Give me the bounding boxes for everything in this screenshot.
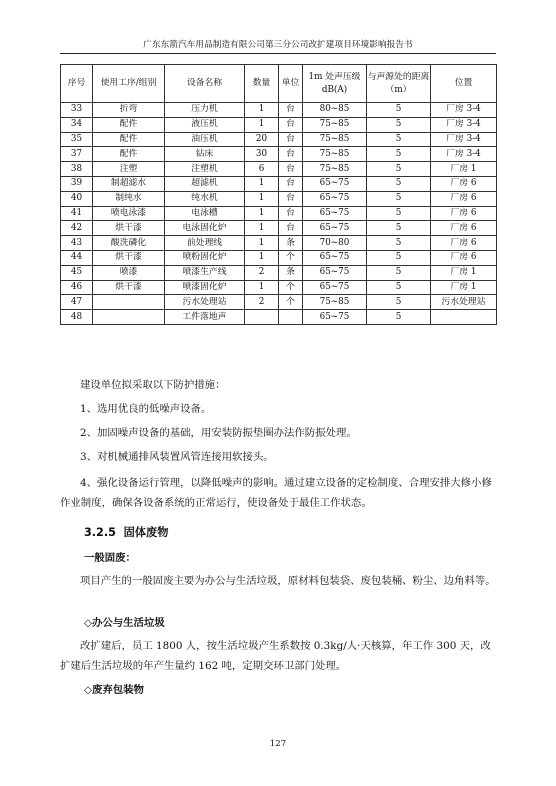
table-body bbox=[61, 103, 497, 325]
measure-item-2: 2、加固噪声设备的基础，用安装防振垫圈办法作防振处理。 bbox=[80, 427, 357, 439]
cell-index: 33 bbox=[61, 103, 93, 118]
cell-process: 制超滤水 bbox=[93, 176, 165, 191]
cell-sound-level: 80~85 bbox=[303, 103, 367, 118]
cell-location: 厂房 3-4 bbox=[431, 147, 497, 162]
cell-sound-level: 75~85 bbox=[303, 147, 367, 162]
measure-item-1: 1、选用优良的低噪声设备。 bbox=[80, 403, 212, 415]
cell-quantity: 2 bbox=[245, 295, 279, 310]
col-header-distance: 与声源处的距离（m） bbox=[367, 65, 431, 103]
cell-distance: 5 bbox=[367, 147, 431, 162]
cell-distance: 5 bbox=[367, 250, 431, 265]
cell-location: 厂房 3-4 bbox=[431, 132, 497, 147]
cell-process: 喷漆 bbox=[93, 265, 165, 280]
cell-location: 厂房 6 bbox=[431, 206, 497, 221]
cell-index: 43 bbox=[61, 236, 93, 251]
col-header-process: 使用工序/组别 bbox=[93, 65, 165, 103]
cell-index: 39 bbox=[61, 176, 93, 191]
cell-equipment: 注塑机 bbox=[165, 162, 245, 177]
cell-unit: 台 bbox=[279, 221, 303, 236]
cell-sound-level: 65~75 bbox=[303, 176, 367, 191]
cell-sound-level: 65~75 bbox=[303, 280, 367, 295]
cell-quantity: 1 bbox=[245, 117, 279, 132]
cell-equipment: 超滤机 bbox=[165, 176, 245, 191]
cell-sound-level: 70~80 bbox=[303, 236, 367, 251]
cell-quantity: 30 bbox=[245, 147, 279, 162]
cell-sound-level: 65~75 bbox=[303, 206, 367, 221]
cell-location: 厂房 3-4 bbox=[431, 117, 497, 132]
cell-location bbox=[431, 310, 497, 325]
cell-location: 污水处理站 bbox=[431, 295, 497, 310]
section-heading bbox=[84, 524, 168, 540]
cell-sound-level: 65~75 bbox=[303, 191, 367, 206]
cell-index: 40 bbox=[61, 191, 93, 206]
table-row bbox=[61, 117, 497, 132]
cell-quantity: 1 bbox=[245, 280, 279, 295]
cell-distance: 5 bbox=[367, 117, 431, 132]
cell-index: 45 bbox=[61, 265, 93, 280]
section-number: 3.2.5 bbox=[84, 526, 116, 539]
col-header-sound-level: 1m 处声压级 dB(A) bbox=[303, 65, 367, 103]
cell-unit: 台 bbox=[279, 117, 303, 132]
measures-intro: 建设单位拟采取以下防护措施： bbox=[80, 379, 226, 391]
cell-equipment: 液压机 bbox=[165, 117, 245, 132]
cell-equipment: 压力机 bbox=[165, 103, 245, 118]
col-header-location: 位置 bbox=[431, 65, 497, 103]
page-number: 127 bbox=[269, 739, 287, 749]
cell-sound-level: 65~75 bbox=[303, 250, 367, 265]
cell-quantity: 1 bbox=[245, 206, 279, 221]
noise-equipment-table bbox=[60, 64, 497, 325]
col-header-quantity: 数量 bbox=[245, 65, 279, 103]
general-waste-wrap bbox=[60, 571, 496, 591]
table-header-row bbox=[61, 65, 497, 103]
cell-equipment: 工件落地声 bbox=[165, 310, 245, 325]
cell-unit: 台 bbox=[279, 103, 303, 118]
measure-item-3: 3、对机械通排风装置风管连接用软接头。 bbox=[80, 451, 274, 463]
cell-quantity: 1 bbox=[245, 176, 279, 191]
measure-item-4: 4、强化设备运行管理，以降低噪声的影响。通过建立设备的定检制度、合理安排大修小修作业制度，确保各设备系统的正常运行，使设备处于最佳工作状态。 bbox=[60, 477, 492, 509]
cell-equipment: 纯水机 bbox=[165, 191, 245, 206]
measure-item-2-wrap bbox=[60, 426, 496, 440]
cell-location: 厂房 6 bbox=[431, 191, 497, 206]
table-row bbox=[61, 295, 497, 310]
cell-sound-level: 75~85 bbox=[303, 117, 367, 132]
cell-quantity: 1 bbox=[245, 191, 279, 206]
cell-process: 配件 bbox=[93, 147, 165, 162]
cell-process: 喷电泳漆 bbox=[93, 206, 165, 221]
table-row bbox=[61, 176, 497, 191]
cell-distance: 5 bbox=[367, 295, 431, 310]
general-waste-heading: 一般固废： bbox=[84, 552, 136, 564]
cell-unit: 台 bbox=[279, 191, 303, 206]
cell-location: 厂房 6 bbox=[431, 176, 497, 191]
cell-process: 制纯水 bbox=[93, 191, 165, 206]
packaging-waste-heading: ◇废弃包装物 bbox=[84, 684, 144, 696]
cell-quantity: 20 bbox=[245, 132, 279, 147]
cell-index: 37 bbox=[61, 147, 93, 162]
cell-location: 厂房 6 bbox=[431, 221, 497, 236]
cell-equipment: 污水处理站 bbox=[165, 295, 245, 310]
cell-unit: 条 bbox=[279, 236, 303, 251]
cell-distance: 5 bbox=[367, 310, 431, 325]
cell-location: 厂房 1 bbox=[431, 280, 497, 295]
cell-equipment: 喷粉固化炉 bbox=[165, 250, 245, 265]
cell-index: 35 bbox=[61, 132, 93, 147]
col-header-index: 序号 bbox=[61, 65, 93, 103]
cell-index: 44 bbox=[61, 250, 93, 265]
cell-quantity: 6 bbox=[245, 162, 279, 177]
cell-unit: 个 bbox=[279, 295, 303, 310]
cell-index: 38 bbox=[61, 162, 93, 177]
cell-quantity: 1 bbox=[245, 250, 279, 265]
office-waste-heading: ◇办公与生活垃圾 bbox=[84, 617, 165, 629]
cell-quantity: 1 bbox=[245, 103, 279, 118]
cell-process: 配件 bbox=[93, 117, 165, 132]
cell-sound-level: 65~75 bbox=[303, 265, 367, 280]
cell-process: 烘干漆 bbox=[93, 250, 165, 265]
document-header: 广东东箭汽车用品制造有限公司第三分公司改扩建项目环境影响报告书 bbox=[143, 40, 413, 50]
cell-quantity: 2 bbox=[245, 265, 279, 280]
cell-distance: 5 bbox=[367, 191, 431, 206]
table-row bbox=[61, 236, 497, 251]
cell-quantity: 1 bbox=[245, 236, 279, 251]
table-row bbox=[61, 132, 497, 147]
table-row bbox=[61, 162, 497, 177]
cell-distance: 5 bbox=[367, 103, 431, 118]
table-row bbox=[61, 147, 497, 162]
cell-process: 注塑 bbox=[93, 162, 165, 177]
cell-sound-level: 65~75 bbox=[303, 221, 367, 236]
table-row bbox=[61, 310, 497, 325]
cell-equipment: 油压机 bbox=[165, 132, 245, 147]
section-title: 固体废物 bbox=[123, 526, 169, 539]
cell-distance: 5 bbox=[367, 280, 431, 295]
table-row bbox=[61, 103, 497, 118]
measure-item-1-wrap bbox=[60, 402, 496, 416]
cell-process: 配件 bbox=[93, 132, 165, 147]
cell-index: 41 bbox=[61, 206, 93, 221]
cell-unit: 条 bbox=[279, 265, 303, 280]
cell-index: 34 bbox=[61, 117, 93, 132]
header-rule bbox=[60, 53, 496, 54]
cell-process: 烘干漆 bbox=[93, 280, 165, 295]
cell-distance: 5 bbox=[367, 176, 431, 191]
table-row bbox=[61, 191, 497, 206]
cell-equipment: 电泳槽 bbox=[165, 206, 245, 221]
cell-index: 42 bbox=[61, 221, 93, 236]
table-row bbox=[61, 265, 497, 280]
measure-item-3-wrap bbox=[60, 450, 496, 464]
table-row bbox=[61, 221, 497, 236]
cell-distance: 5 bbox=[367, 162, 431, 177]
cell-unit: 台 bbox=[279, 206, 303, 221]
cell-distance: 5 bbox=[367, 206, 431, 221]
cell-unit: 台 bbox=[279, 132, 303, 147]
cell-equipment: 前处理线 bbox=[165, 236, 245, 251]
cell-equipment: 喷漆固化炉 bbox=[165, 280, 245, 295]
cell-index: 47 bbox=[61, 295, 93, 310]
cell-sound-level: 75~85 bbox=[303, 132, 367, 147]
col-header-equipment: 设备名称 bbox=[165, 65, 245, 103]
cell-unit bbox=[279, 310, 303, 325]
col-header-unit: 单位 bbox=[279, 65, 303, 103]
cell-index: 46 bbox=[61, 280, 93, 295]
cell-unit: 个 bbox=[279, 280, 303, 295]
table-row bbox=[61, 206, 497, 221]
cell-sound-level: 75~85 bbox=[303, 295, 367, 310]
cell-quantity bbox=[245, 310, 279, 325]
cell-unit: 台 bbox=[279, 162, 303, 177]
office-waste-wrap bbox=[60, 636, 496, 676]
cell-distance: 5 bbox=[367, 132, 431, 147]
measures-block bbox=[60, 378, 496, 392]
cell-location: 厂房 6 bbox=[431, 250, 497, 265]
cell-equipment: 钻床 bbox=[165, 147, 245, 162]
general-waste-text: 项目产生的一般固废主要为办公与生活垃圾，原材料包装袋、废包装桶、粉尘、边角料等。 bbox=[80, 575, 496, 587]
cell-process bbox=[93, 310, 165, 325]
table-row bbox=[61, 280, 497, 295]
cell-location: 厂房 6 bbox=[431, 236, 497, 251]
cell-location: 厂房 1 bbox=[431, 162, 497, 177]
cell-sound-level: 65~75 bbox=[303, 310, 367, 325]
cell-location: 厂房 1 bbox=[431, 265, 497, 280]
cell-unit: 台 bbox=[279, 176, 303, 191]
cell-distance: 5 bbox=[367, 265, 431, 280]
cell-equipment: 电泳固化炉 bbox=[165, 221, 245, 236]
cell-location: 厂房 3-4 bbox=[431, 103, 497, 118]
office-waste-text: 改扩建后，员工 1800 人，按生活垃圾产生系数按 0.3kg/人·天核算，年工作 300 天，改扩建后生活垃圾的年产生量约 162 吨，定期交环卫部门处理。 bbox=[60, 640, 491, 672]
cell-unit: 个 bbox=[279, 250, 303, 265]
cell-distance: 5 bbox=[367, 236, 431, 251]
cell-process: 折弯 bbox=[93, 103, 165, 118]
cell-equipment: 喷漆生产线 bbox=[165, 265, 245, 280]
cell-unit: 台 bbox=[279, 147, 303, 162]
cell-process: 烘干漆 bbox=[93, 221, 165, 236]
cell-distance: 5 bbox=[367, 221, 431, 236]
cell-sound-level: 75~85 bbox=[303, 162, 367, 177]
table-row bbox=[61, 250, 497, 265]
cell-process: 酸洗磷化 bbox=[93, 236, 165, 251]
cell-quantity: 1 bbox=[245, 221, 279, 236]
cell-process bbox=[93, 295, 165, 310]
cell-index: 48 bbox=[61, 310, 93, 325]
measure-item-4-wrap bbox=[60, 473, 496, 513]
